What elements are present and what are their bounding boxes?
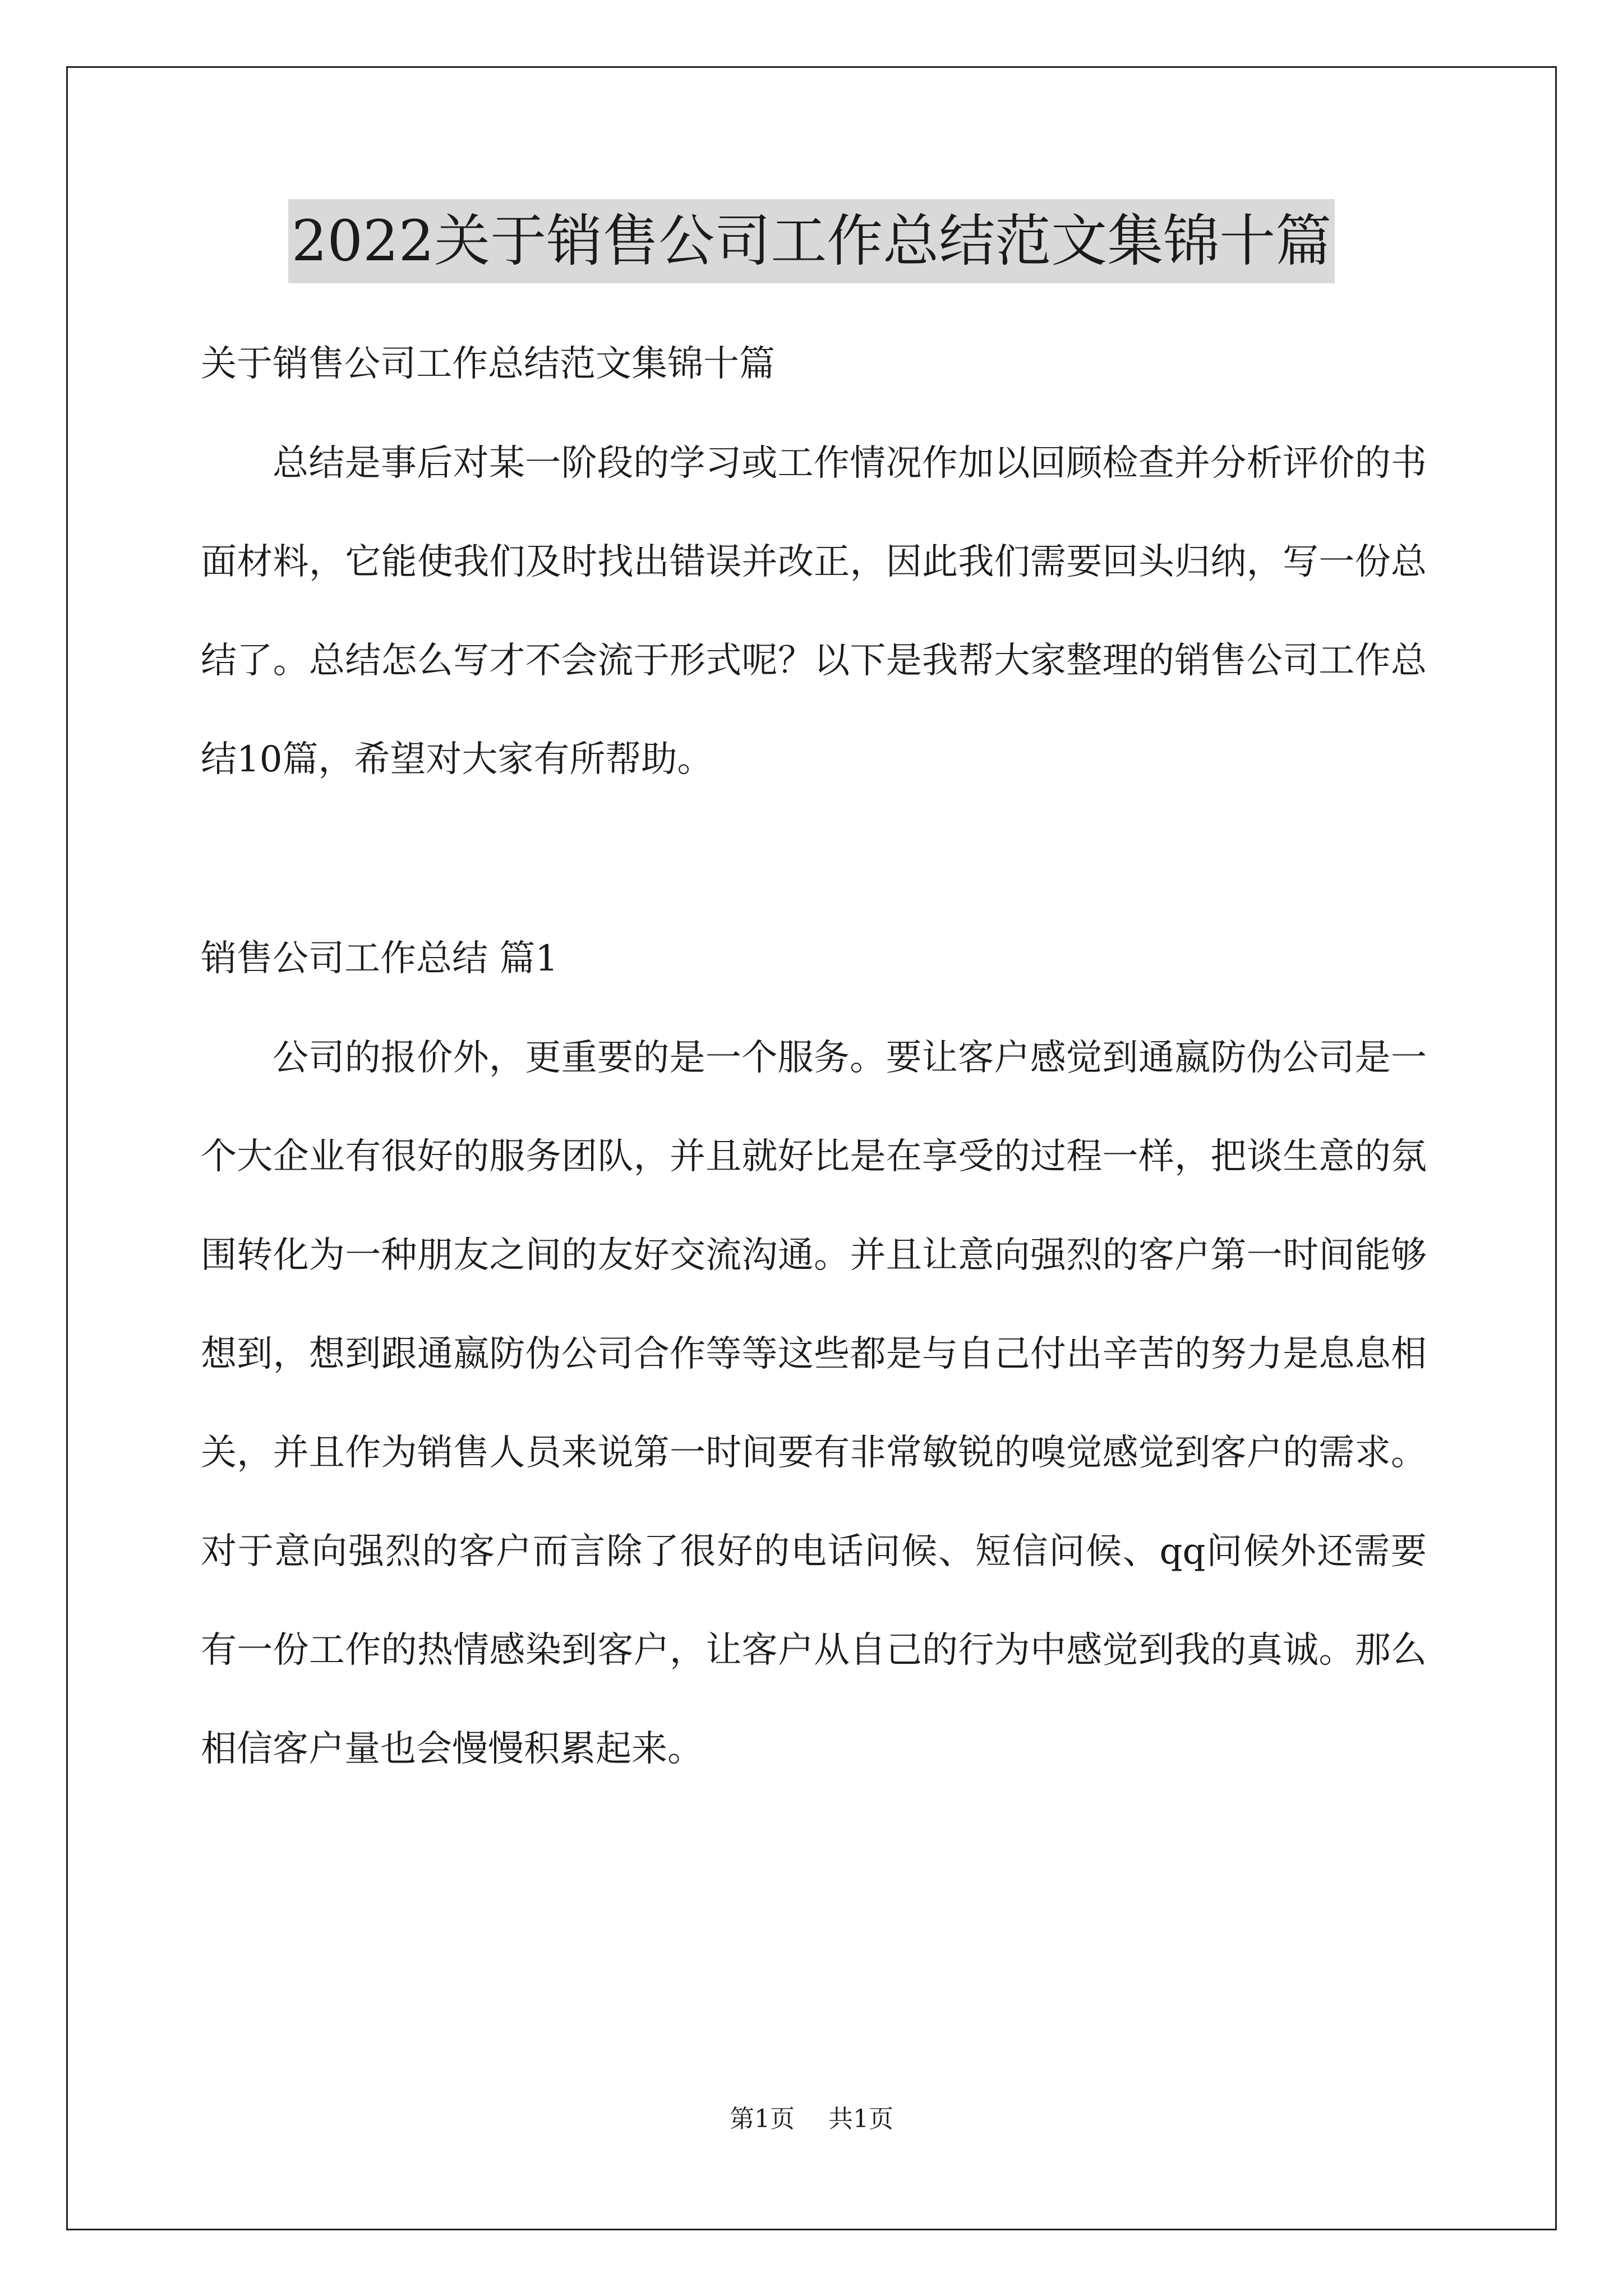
section-paragraph: 公司的报价外，更重要的是一个服务。要让客户感觉到通嬴防伪公司是一个大企业有很好的服务团队，并且就好比是在享受的过程一样，把谈生意的氛围转化为一种朋友之间的友好交流沟通。并且让意向强烈的客户第一时间能够想到，想到跟通嬴防伪公司合作等等这些都是与自己付出辛苦的努力是息息相关，并且作为销售人员来说第一时间要有非常敏锐的嗅觉感觉到客户的需求。对于意向强烈的客户而言除了很好的电话问候、短信问候、qq问候外还需要有一份工作的热情感染到客户，让客户从自己的行为中感觉到我的真诚。那么相信客户量也会慢慢积累起来。 <box>201 1037 1427 1770</box>
page-footer <box>0 2102 1623 2136</box>
intro-paragraph: 总结是事后对某一阶段的学习或工作情况作加以回顾检查并分析评价的书面材料，它能使我们及时找出错误并改正，因此我们需要回头归纳，写一份总结了。总结怎么写才不会流于形式呢？以下是我帮大家整理的销售公司工作总结10篇，希望对大家有所帮助。 <box>201 443 1427 780</box>
document-title <box>0 199 1623 283</box>
document-subtitle: 关于销售公司工作总结范文集锦十篇 <box>201 343 775 385</box>
page-number: 第1页 <box>730 2105 795 2133</box>
document-title-text: 2022关于销售公司工作总结范文集锦十篇 <box>288 199 1335 283</box>
document-body <box>201 314 1427 1798</box>
page-total: 共1页 <box>828 2105 893 2133</box>
section-spacer <box>201 809 1427 909</box>
section-heading: 销售公司工作总结 篇1 <box>201 938 559 979</box>
